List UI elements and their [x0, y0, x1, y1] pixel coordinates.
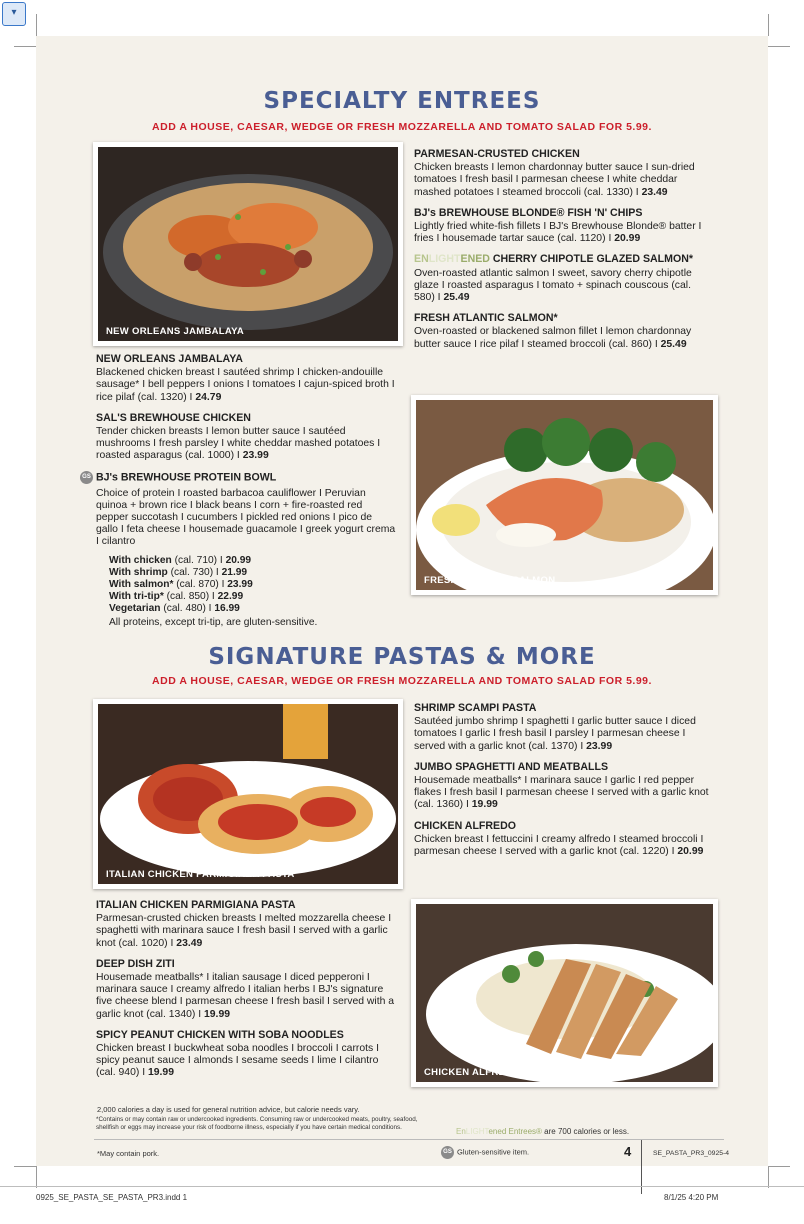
alfredo-illustration: [416, 904, 713, 1082]
option-label: With shrimp: [109, 566, 168, 578]
menu-item: [80, 471, 396, 549]
photo-caption: CHICKEN ALFREDO: [424, 1067, 520, 1078]
menu-item-name: ITALIAN CHICKEN PARMIGIANA PASTA: [96, 899, 296, 911]
crop-mark: [36, 14, 37, 36]
enlightened-mark: LIGHT: [465, 1127, 489, 1136]
menu-item: [96, 958, 396, 1021]
menu-item: [96, 899, 396, 950]
pastas-right-column: [414, 702, 710, 858]
menu-item-name: [414, 253, 710, 265]
menu-item-description: Housemade meatballs* I marinara sauce I garlic I red pepper flakes I fresh basil I parmesan cheese I served with a garlic knot (cal. 1360) I: [414, 775, 709, 811]
menu-item-name: SPICY PEANUT CHICKEN WITH SOBA NOODLES: [96, 1028, 344, 1041]
menu-item-price: 24.79: [195, 391, 222, 403]
menu-item: [414, 820, 710, 859]
collapse-toggle-button[interactable]: [2, 2, 26, 26]
menu-item-description: Housemade meatballs* I italian sausage I diced pepperoni I marinara sauce I creamy alfredo I italian herbs I BJ's signature five cheese blend I parmesan cheese I fresh basil I served with a garlic knot (cal. 1340) I: [96, 972, 395, 1020]
menu-item-name: NEW ORLEANS JAMBALAYA: [96, 353, 243, 365]
raw-warning: *Contains or may contain raw or undercooked ingredients. Consuming raw or undercooked meats, poultry, seafood, shellfish or eggs may increase your risk of foodborne illness, especially if you have certain medical conditions.: [96, 1116, 418, 1131]
protein-option: [109, 603, 396, 615]
section-subtitle-specialty: ADD A HOUSE, CAESAR, WEDGE OR FRESH MOZZARELLA AND TOMATO SALAD FOR 5.99.: [152, 121, 652, 133]
menu-item-name: [80, 471, 396, 484]
enlightened-mark: ENED: [460, 253, 490, 266]
option-cal: (cal. 870) I: [176, 578, 225, 590]
chevron-down-icon: ▾: [11, 7, 17, 18]
enlightened-note-text: are 700 calories or less.: [541, 1127, 630, 1136]
protein-option: [109, 567, 396, 579]
enlightened-mark: ened Entrees®: [488, 1127, 542, 1136]
enlightened-mark: LIGHT: [428, 253, 461, 266]
photo-alfredo: [411, 899, 718, 1087]
slug-date: 8/1/25 4:20 PM: [664, 1193, 719, 1202]
crop-mark: [768, 1166, 790, 1167]
jambalaya-illustration: [98, 147, 398, 341]
menu-item-description: Blackened chicken breast I sautéed shrimp I chicken-andouille sausage* I bell peppers I onions I tomatoes I cajun-spiced broth I rice pilaf (cal. 1320) I: [96, 367, 395, 403]
menu-item-name: CHICKEN ALFREDO: [414, 819, 517, 832]
menu-item-price: 20.99: [677, 846, 704, 858]
protein-options: [109, 555, 396, 629]
option-price: 16.99: [214, 602, 240, 614]
option-price: 22.99: [217, 590, 244, 602]
menu-item-price: 19.99: [147, 1067, 174, 1079]
menu-item-name: PARMESAN-CRUSTED CHICKEN: [414, 148, 580, 160]
menu-item: [96, 412, 396, 463]
calorie-note: 2,000 calories a day is used for general nutrition advice, but calorie needs vary.: [97, 1105, 360, 1114]
menu-item-name: SHRIMP SCAMPI PASTA: [414, 702, 537, 714]
menu-item-name: JUMBO SPAGHETTI AND MEATBALLS: [414, 760, 609, 773]
menu-item: [96, 1029, 396, 1080]
menu-item: [414, 702, 710, 753]
photo-caption: FRESH ATLANTIC SALMON: [424, 575, 556, 586]
menu-item-price: 25.49: [660, 338, 687, 350]
menu-item: [414, 253, 710, 304]
menu-item-price: 19.99: [204, 1008, 231, 1020]
crop-mark: [768, 14, 769, 36]
menu-item-name-text: CHERRY CHIPOTLE GLAZED SALMON*: [489, 253, 693, 266]
option-label: With tri-tip*: [109, 590, 164, 602]
menu-item: [96, 353, 396, 404]
menu-item-name: FRESH ATLANTIC SALMON*: [414, 312, 558, 325]
option-price: 20.99: [225, 554, 252, 566]
footer-divider: [94, 1139, 724, 1140]
option-label: With chicken: [109, 554, 172, 566]
menu-item-description: Sautéed jumbo shrimp I spaghetti I garlic butter sauce I diced tomatoes I garlic I fresh basil I parsley I parmesan cheese I served with a garlic knot (cal. 1370) I: [414, 716, 696, 752]
crop-mark: [14, 1166, 36, 1167]
menu-item-description: Parmesan-crusted chicken breasts I melted mozzarella cheese I spaghetti with marinara sauce I fresh basil I served with a garlic knot (cal. 1020) I: [96, 913, 392, 949]
slug-line: [0, 1186, 804, 1187]
menu-item-description: Choice of protein I roasted barbacoa cauliflower I Peruvian quinoa + brown rice I black beans I corn + fire-roasted red pepper succotash I cucumbers I pickled red onions I pico de gallo I feta cheese I housemade guacamole I greek yogurt crema I cilantro: [96, 487, 396, 548]
option-cal: (cal. 850) I: [166, 590, 215, 602]
menu-item-price: 23.99: [586, 740, 613, 752]
crop-mark: [768, 46, 790, 47]
option-price: 23.99: [227, 578, 253, 590]
slug-filename: 0925_SE_PASTA_SE_PASTA_PR3.indd 1: [36, 1193, 188, 1202]
menu-item: [414, 207, 710, 246]
menu-item-description: Lightly fried white-fish fillets I BJ's Brewhouse Blonde® batter I fries I housemade tartar sauce (cal. 1120) I: [414, 221, 702, 245]
pastas-left-column: [96, 899, 396, 1080]
menu-item-description: Chicken breast I fettuccini I creamy alfredo I steamed broccoli I parmesan cheese I served with a garlic knot (cal. 1220) I: [414, 833, 704, 858]
photo-jambalaya: [93, 142, 403, 346]
option-cal: (cal. 730) I: [170, 566, 219, 578]
crop-mark: [36, 1166, 37, 1188]
photo-caption: NEW ORLEANS JAMBALAYA: [106, 326, 245, 337]
photo-parmigiana: [93, 699, 403, 889]
specialty-left-column: [82, 353, 396, 629]
option-cal: (cal. 480) I: [163, 602, 212, 614]
menu-item-name-text: BJ's BREWHOUSE PROTEIN BOWL: [96, 470, 277, 483]
protein-option: [109, 591, 396, 603]
photo-caption: ITALIAN CHICKEN PARMIGIANA PASTA: [106, 869, 295, 880]
menu-item-price: 23.49: [176, 937, 203, 949]
parmigiana-illustration: [98, 704, 398, 884]
salmon-illustration: [416, 400, 713, 590]
page-number: 4: [624, 1144, 632, 1159]
option-price: 21.99: [221, 566, 248, 578]
menu-item: [414, 312, 710, 351]
section-title-specialty: SPECIALTY ENTREES: [263, 88, 541, 114]
menu-item: [414, 148, 710, 199]
menu-item-price: 20.99: [614, 233, 641, 245]
enlightened-note: [456, 1127, 629, 1136]
menu-item-name: BJ's BREWHOUSE BLONDE® FISH 'N' CHIPS: [414, 206, 643, 219]
option-cal: (cal. 710) I: [174, 554, 223, 566]
menu-item-description: Chicken breasts I lemon chardonnay butter sauce I sun-dried tomatoes I fresh basil I parmesan cheese I white cheddar mashed potatoes I steamed broccoli (cal. 1330) I: [414, 162, 695, 198]
specialty-right-column: [414, 148, 710, 351]
option-label: Vegetarian: [109, 602, 161, 614]
menu-item-name: DEEP DISH ZITI: [96, 957, 175, 970]
section-subtitle-pastas: ADD A HOUSE, CAESAR, WEDGE OR FRESH MOZZARELLA AND TOMATO SALAD FOR 5.99.: [152, 675, 652, 687]
menu-item-description: Tender chicken breasts I lemon butter sauce I sautéed mushrooms I fresh parsley I white cheddar mashed potatoes I roasted asparagus (cal. 1000) I: [96, 426, 381, 462]
gluten-sensitive-icon: GS: [441, 1146, 454, 1159]
gs-note-text: Gluten-sensitive item.: [457, 1147, 530, 1157]
menu-item-price: 23.99: [242, 450, 269, 462]
pork-note: *May contain pork.: [97, 1149, 160, 1158]
section-title-pastas: SIGNATURE PASTAS & MORE: [208, 644, 596, 670]
enlightened-mark: EN: [414, 253, 429, 266]
document-code: SE_PASTA_PR3_0925-4: [653, 1150, 730, 1157]
gluten-sensitive-icon: GS: [80, 471, 93, 484]
crop-mark: [14, 46, 36, 47]
enlightened-mark: En: [456, 1127, 466, 1136]
menu-item-price: 25.49: [443, 292, 470, 304]
menu-item-description: Chicken breast I buckwheat soba noodles I broccoli I carrots I spicy peanut sauce I almonds I sesame seeds I lime I cilantro (cal. 940) I: [96, 1043, 379, 1079]
photo-salmon: [411, 395, 718, 595]
menu-item-description: Oven-roasted or blackened salmon fillet I lemon chardonnay butter sauce I rice pilaf I steamed broccoli (cal. 860) I: [414, 326, 692, 350]
option-label: With salmon*: [109, 578, 174, 590]
menu-item-name: SAL'S BREWHOUSE CHICKEN: [96, 411, 251, 424]
crop-mark: [768, 1166, 769, 1188]
protein-option: [109, 579, 396, 591]
menu-item: [414, 761, 710, 812]
menu-item-price: 19.99: [471, 799, 498, 811]
protein-option: [109, 555, 396, 567]
gs-note: [441, 1146, 529, 1159]
protein-note: All proteins, except tri-tip, are gluten-sensitive.: [109, 616, 318, 628]
menu-item-description: Oven-roasted atlantic salmon I sweet, savory cherry chipotle glaze I roasted asparagus I tomato + spinach couscous (cal. 580) I: [414, 267, 692, 304]
menu-item-price: 23.49: [641, 186, 668, 198]
